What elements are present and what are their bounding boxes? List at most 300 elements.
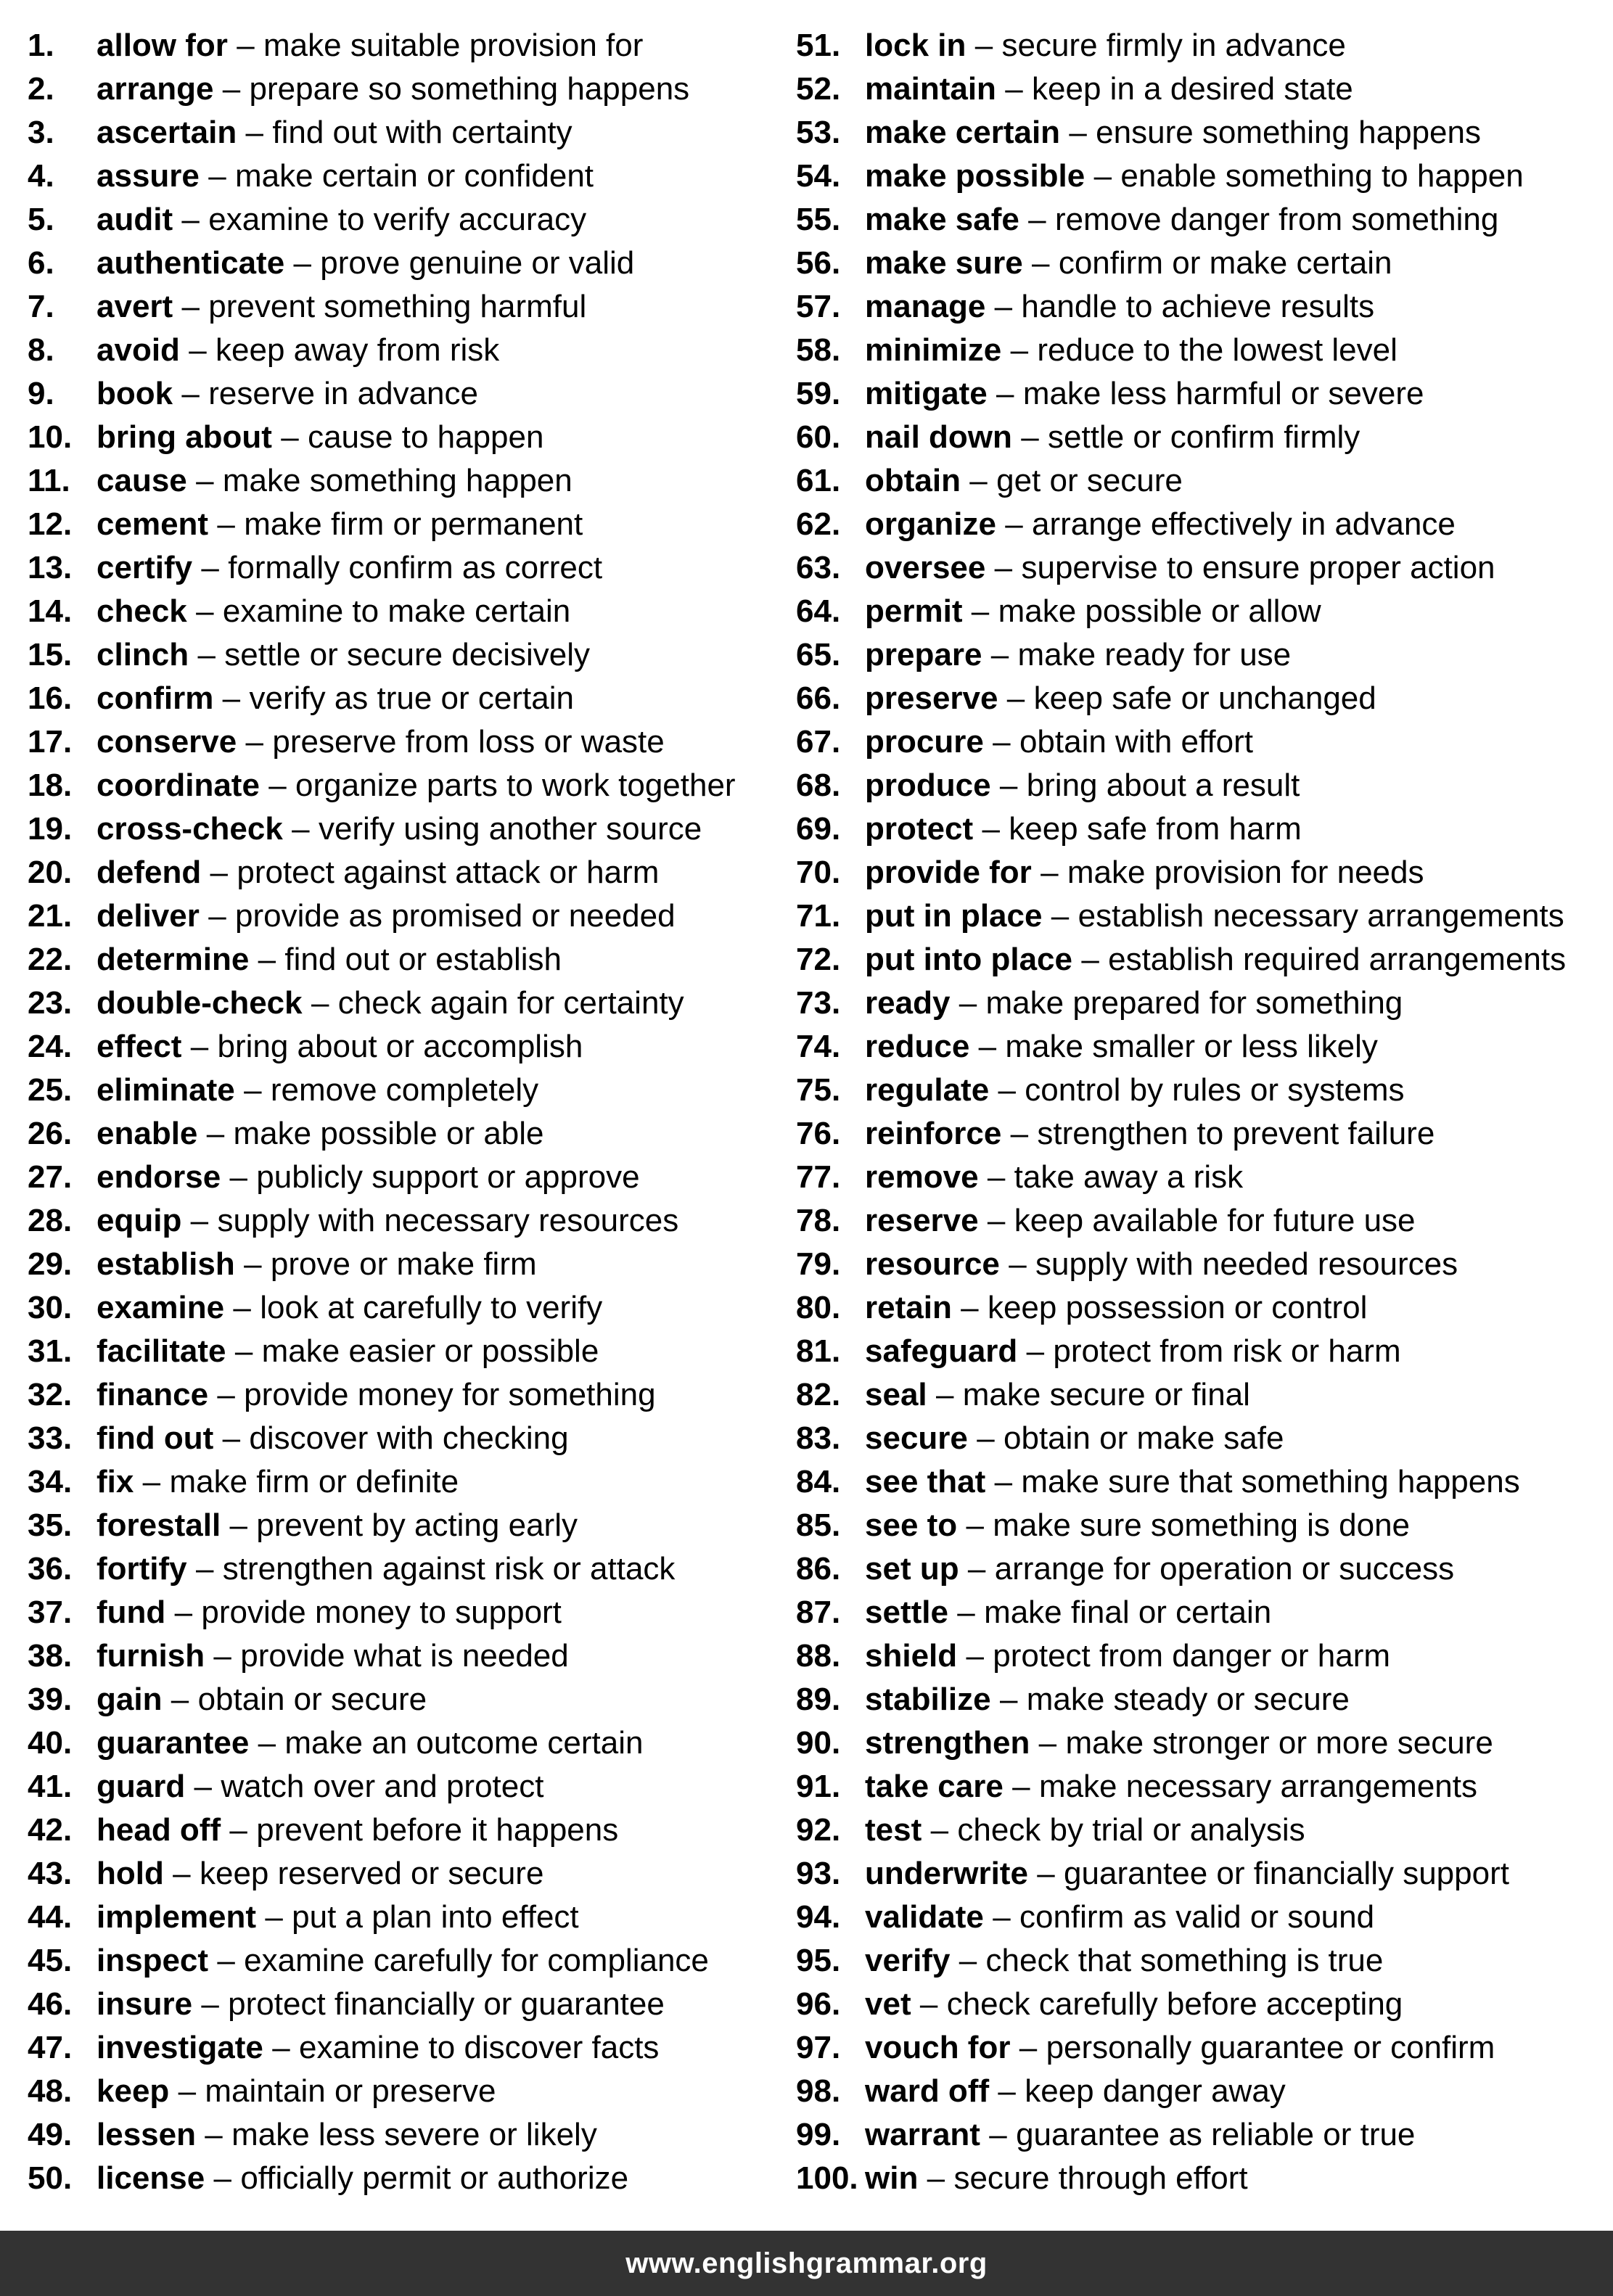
item-definition: protect financially or guarantee <box>228 1986 665 2022</box>
item-separator: – <box>1010 332 1029 368</box>
item-separator: – <box>966 1638 984 1674</box>
list-item <box>796 764 1566 807</box>
item-separator: – <box>994 1464 1013 1499</box>
item-definition: make firm or definite <box>169 1464 459 1499</box>
item-term: see that <box>865 1464 986 1499</box>
item-number: 100. <box>796 2160 858 2196</box>
item-term: hold <box>97 1856 164 1891</box>
item-definition: personally guarantee or confirm <box>1046 2030 1495 2065</box>
item-number: 21. <box>28 898 73 934</box>
list-item <box>28 24 736 67</box>
list-item <box>28 1634 736 1678</box>
item-definition: provide money to support <box>201 1595 562 1630</box>
item-separator: – <box>190 1203 209 1238</box>
list-item <box>28 111 736 155</box>
item-definition: prevent by acting early <box>256 1507 578 1543</box>
list-item <box>28 372 736 416</box>
item-term: eliminate <box>97 1072 235 1108</box>
item-definition: protect from danger or harm <box>993 1638 1391 1674</box>
item-separator: – <box>1093 158 1112 194</box>
item-definition: control by rules or systems <box>1025 1072 1405 1108</box>
item-definition: make possible or able <box>233 1116 544 1151</box>
item-separator: – <box>194 1769 213 1804</box>
item-number: 67. <box>796 724 841 760</box>
item-definition: bring about or accomplish <box>217 1029 583 1064</box>
item-separator: – <box>1041 855 1059 890</box>
item-term: seal <box>865 1377 927 1412</box>
item-separator: – <box>258 1725 276 1761</box>
footer-bar <box>0 2231 1613 2296</box>
list-item <box>28 1852 736 1896</box>
item-number: 76. <box>796 1116 841 1151</box>
list-item <box>796 242 1566 285</box>
item-term: ward off <box>865 2073 990 2109</box>
item-number: 11. <box>28 463 70 498</box>
item-separator: – <box>978 1029 997 1064</box>
list-item <box>796 2113 1566 2157</box>
item-number: 1. <box>28 28 54 63</box>
item-definition: make stronger or more secure <box>1065 1725 1493 1761</box>
item-separator: – <box>213 1638 231 1674</box>
item-number: 36. <box>28 1551 73 1587</box>
item-separator: – <box>1081 942 1099 977</box>
item-separator: – <box>1032 245 1050 281</box>
item-term: vouch for <box>865 2030 1011 2065</box>
item-number: 18. <box>28 768 73 803</box>
item-separator: – <box>272 2030 290 2065</box>
item-definition: strengthen against risk or attack <box>222 1551 676 1587</box>
item-number: 41. <box>28 1769 73 1804</box>
item-term: strengthen <box>865 1725 1030 1761</box>
item-definition: obtain with effort <box>1019 724 1253 760</box>
item-number: 30. <box>28 1290 73 1325</box>
item-separator: – <box>171 1682 189 1717</box>
item-number: 54. <box>796 158 841 194</box>
list-item <box>28 1504 736 1547</box>
item-definition: put a plan into effect <box>292 1899 579 1935</box>
item-number: 25. <box>28 1072 73 1108</box>
item-separator: – <box>987 1159 1006 1195</box>
item-definition: make necessary arrangements <box>1038 1769 1477 1804</box>
list-item <box>28 764 736 807</box>
item-separator: – <box>197 637 216 672</box>
list-item <box>28 1025 736 1069</box>
item-number: 44. <box>28 1899 73 1935</box>
item-number: 72. <box>796 942 841 977</box>
item-definition: keep away from risk <box>216 332 500 368</box>
item-term: safeguard <box>865 1333 1018 1369</box>
item-number: 69. <box>796 811 841 847</box>
item-term: oversee <box>865 550 986 585</box>
item-separator: – <box>977 1420 995 1456</box>
item-term: minimize <box>865 332 1002 368</box>
item-number: 55. <box>796 202 841 237</box>
item-number: 4. <box>28 158 54 194</box>
item-number: 52. <box>796 71 841 107</box>
item-number: 58. <box>796 332 841 368</box>
list-item <box>28 633 736 677</box>
list-item <box>796 1504 1566 1547</box>
item-separator: – <box>919 1986 938 2022</box>
list-item <box>796 155 1566 198</box>
item-number: 45. <box>28 1943 73 1978</box>
item-definition: prevent something harmful <box>208 289 587 324</box>
item-number: 90. <box>796 1725 841 1761</box>
item-definition: make certain or confident <box>235 158 594 194</box>
item-definition: enable something to happen <box>1120 158 1524 194</box>
item-definition: discover with checking <box>249 1420 569 1456</box>
list-item <box>796 851 1566 894</box>
item-number: 87. <box>796 1595 841 1630</box>
list-item <box>796 1112 1566 1156</box>
item-term: conserve <box>97 724 237 760</box>
item-number: 64. <box>796 593 841 629</box>
list-item <box>796 1591 1566 1634</box>
item-term: lessen <box>97 2117 196 2152</box>
list-item <box>28 1591 736 1634</box>
list-item <box>796 1809 1566 1852</box>
item-number: 17. <box>28 724 73 760</box>
list-item <box>28 67 736 111</box>
item-definition: publicly support or approve <box>256 1159 640 1195</box>
item-term: obtain <box>865 463 961 498</box>
item-term: avert <box>97 289 173 324</box>
item-separator: – <box>217 1943 235 1978</box>
item-separator: – <box>1019 2030 1038 2065</box>
item-term: effect <box>97 1029 182 1064</box>
item-separator: – <box>999 1682 1018 1717</box>
item-number: 27. <box>28 1159 73 1195</box>
item-definition: protect against attack or harm <box>237 855 660 890</box>
list-item <box>28 1809 736 1852</box>
item-number: 35. <box>28 1507 73 1543</box>
item-separator: – <box>1006 680 1025 716</box>
item-number: 42. <box>28 1812 73 1848</box>
item-term: put in place <box>865 898 1043 934</box>
item-definition: handle to achieve results <box>1021 289 1375 324</box>
item-number: 8. <box>28 332 54 368</box>
item-term: warrant <box>865 2117 980 2152</box>
item-separator: – <box>229 1159 247 1195</box>
list-item <box>796 1069 1566 1112</box>
item-separator: – <box>1009 1246 1027 1282</box>
item-number: 95. <box>796 1943 841 1978</box>
item-number: 32. <box>28 1377 73 1412</box>
item-term: deliver <box>97 898 200 934</box>
item-term: forestall <box>97 1507 221 1543</box>
item-separator: – <box>930 1812 949 1848</box>
item-definition: provide as promised or needed <box>234 898 676 934</box>
list-item <box>796 1547 1566 1591</box>
list-item <box>796 1025 1566 1069</box>
item-definition: supply with needed resources <box>1035 1246 1458 1282</box>
item-term: secure <box>865 1420 968 1456</box>
list-item <box>28 590 736 633</box>
item-definition: make smaller or less likely <box>1005 1029 1378 1064</box>
item-number: 19. <box>28 811 73 847</box>
item-definition: reserve in advance <box>208 376 478 411</box>
item-separator: – <box>233 1290 251 1325</box>
item-separator: – <box>208 158 226 194</box>
item-separator: – <box>1038 1725 1057 1761</box>
item-separator: – <box>1021 419 1039 455</box>
item-separator: – <box>969 463 988 498</box>
item-definition: establish necessary arrangements <box>1078 898 1564 934</box>
item-number: 33. <box>28 1420 73 1456</box>
item-separator: – <box>206 1116 225 1151</box>
item-number: 88. <box>796 1638 841 1674</box>
item-definition: cause to happen <box>308 419 544 455</box>
item-definition: strengthen to prevent failure <box>1037 1116 1435 1151</box>
item-term: clinch <box>97 637 189 672</box>
item-separator: – <box>993 1899 1011 1935</box>
item-separator: – <box>998 2073 1016 2109</box>
list-item <box>28 2157 736 2200</box>
item-term: provide for <box>865 855 1032 890</box>
item-number: 59. <box>796 376 841 411</box>
item-term: validate <box>865 1899 984 1935</box>
item-definition: formally confirm as correct <box>228 550 603 585</box>
item-term: keep <box>97 2073 170 2109</box>
list-item <box>28 2026 736 2070</box>
list-item <box>28 1460 736 1504</box>
item-definition: make steady or secure <box>1026 1682 1350 1717</box>
item-definition: check again for certainty <box>337 985 684 1021</box>
item-number: 23. <box>28 985 73 1021</box>
item-number: 20. <box>28 855 73 890</box>
item-number: 60. <box>796 419 841 455</box>
list-item <box>28 155 736 198</box>
item-term: manage <box>865 289 986 324</box>
item-definition: make sure something is done <box>993 1507 1411 1543</box>
item-term: take care <box>865 1769 1003 1804</box>
item-term: remove <box>865 1159 979 1195</box>
item-number: 53. <box>796 115 841 150</box>
item-definition: make secure or final <box>962 1377 1250 1412</box>
item-number: 38. <box>28 1638 73 1674</box>
item-definition: obtain or make safe <box>1003 1420 1284 1456</box>
item-term: regulate <box>865 1072 990 1108</box>
item-definition: take away a risk <box>1014 1159 1244 1195</box>
list-item <box>796 1417 1566 1460</box>
item-term: bring about <box>97 419 272 455</box>
item-separator: – <box>229 1507 247 1543</box>
footer-website: www.englishgrammar.org <box>625 2247 988 2279</box>
item-separator: – <box>1037 1856 1055 1891</box>
list-item <box>796 24 1566 67</box>
item-number: 80. <box>796 1290 841 1325</box>
list-item <box>796 1460 1566 1504</box>
list-item <box>796 198 1566 242</box>
item-separator: – <box>174 1595 193 1630</box>
item-separator: – <box>987 1203 1006 1238</box>
item-term: vet <box>865 1986 911 2022</box>
item-number: 75. <box>796 1072 841 1108</box>
item-definition: make something happen <box>222 463 572 498</box>
item-term: examine <box>97 1290 225 1325</box>
item-separator: – <box>244 1072 262 1108</box>
list-item <box>796 372 1566 416</box>
list-item <box>28 938 736 982</box>
list-item <box>796 1330 1566 1373</box>
item-definition: arrange effectively in advance <box>1032 506 1456 542</box>
item-number: 16. <box>28 680 73 716</box>
item-term: preserve <box>865 680 998 716</box>
list-item <box>796 1983 1566 2026</box>
item-separator: – <box>222 71 241 107</box>
item-number: 40. <box>28 1725 73 1761</box>
list-item <box>796 67 1566 111</box>
item-number: 10. <box>28 419 73 455</box>
item-separator: – <box>244 1246 262 1282</box>
item-number: 66. <box>796 680 841 716</box>
list-item <box>28 1199 736 1243</box>
item-number: 13. <box>28 550 73 585</box>
item-term: check <box>97 593 187 629</box>
item-definition: find out or establish <box>284 942 562 977</box>
list-item <box>28 1417 736 1460</box>
item-number: 5. <box>28 202 54 237</box>
list-item <box>28 807 736 851</box>
item-number: 74. <box>796 1029 841 1064</box>
item-definition: obtain or secure <box>197 1682 427 1717</box>
item-separator: – <box>1069 115 1087 150</box>
item-number: 63. <box>796 550 841 585</box>
item-definition: get or secure <box>996 463 1183 498</box>
item-term: investigate <box>97 2030 263 2065</box>
item-separator: – <box>181 289 200 324</box>
list-item <box>796 1721 1566 1765</box>
list-item <box>28 1721 736 1765</box>
item-term: underwrite <box>865 1856 1028 1891</box>
item-term: test <box>865 1812 922 1848</box>
item-separator: – <box>222 680 241 716</box>
item-separator: – <box>993 724 1011 760</box>
item-definition: look at carefully to verify <box>260 1290 603 1325</box>
item-definition: examine to make certain <box>222 593 571 629</box>
item-definition: keep possession or control <box>987 1290 1368 1325</box>
item-term: insure <box>97 1986 193 2022</box>
item-term: produce <box>865 768 991 803</box>
item-definition: make suitable provision for <box>263 28 644 63</box>
item-number: 47. <box>28 2030 73 2065</box>
item-definition: check by trial or analysis <box>957 1812 1305 1848</box>
item-number: 43. <box>28 1856 73 1891</box>
item-number: 89. <box>796 1682 841 1717</box>
list-item <box>796 1896 1566 1939</box>
item-number: 46. <box>28 1986 73 2022</box>
list-item <box>796 1634 1566 1678</box>
item-definition: preserve from loss or waste <box>272 724 665 760</box>
list-item <box>28 1678 736 1721</box>
item-separator: – <box>265 1899 283 1935</box>
item-number: 82. <box>796 1377 841 1412</box>
item-number: 97. <box>796 2030 841 2065</box>
list-item <box>28 329 736 372</box>
item-definition: keep reserved or secure <box>199 1856 544 1891</box>
item-term: fund <box>97 1595 166 1630</box>
item-term: guarantee <box>97 1725 250 1761</box>
list-item <box>28 546 736 590</box>
item-separator: – <box>201 1986 219 2022</box>
item-number: 86. <box>796 1551 841 1587</box>
item-definition: examine carefully for compliance <box>244 1943 709 1978</box>
item-term: settle <box>865 1595 948 1630</box>
item-separator: – <box>201 550 219 585</box>
list-item <box>796 1286 1566 1330</box>
item-separator: – <box>1028 202 1046 237</box>
item-term: shield <box>865 1638 958 1674</box>
list-item <box>796 459 1566 503</box>
item-separator: – <box>217 1377 235 1412</box>
item-term: assure <box>97 158 200 194</box>
item-term: furnish <box>97 1638 205 1674</box>
list-item <box>28 1330 736 1373</box>
word-list-left-column <box>28 24 736 2200</box>
item-separator: – <box>245 115 264 150</box>
item-definition: confirm as valid or sound <box>1019 1899 1375 1935</box>
list-item <box>28 285 736 329</box>
item-number: 85. <box>796 1507 841 1543</box>
item-separator: – <box>173 1856 191 1891</box>
list-item <box>28 1156 736 1199</box>
item-separator: – <box>178 2073 197 2109</box>
item-term: nail down <box>865 419 1012 455</box>
item-definition: examine to verify accuracy <box>208 202 587 237</box>
item-number: 7. <box>28 289 54 324</box>
item-separator: – <box>927 2160 945 2196</box>
item-term: make possible <box>865 158 1085 194</box>
item-definition: maintain or preserve <box>205 2073 496 2109</box>
item-separator: – <box>268 768 287 803</box>
item-term: win <box>865 2160 919 2196</box>
list-item <box>796 546 1566 590</box>
item-number: 78. <box>796 1203 841 1238</box>
item-definition: settle or confirm firmly <box>1048 419 1360 455</box>
list-item <box>796 590 1566 633</box>
item-definition: make ready for use <box>1017 637 1292 672</box>
item-number: 34. <box>28 1464 73 1499</box>
item-number: 29. <box>28 1246 73 1282</box>
list-item <box>28 1765 736 1809</box>
list-item <box>28 677 736 720</box>
item-term: find out <box>97 1420 214 1456</box>
item-number: 62. <box>796 506 841 542</box>
item-definition: examine to discover facts <box>298 2030 660 2065</box>
item-number: 99. <box>796 2117 841 2152</box>
item-number: 26. <box>28 1116 73 1151</box>
item-separator: – <box>959 985 977 1021</box>
item-term: endorse <box>97 1159 221 1195</box>
item-number: 24. <box>28 1029 73 1064</box>
list-item <box>796 894 1566 938</box>
item-term: confirm <box>97 680 214 716</box>
list-item <box>28 198 736 242</box>
list-item <box>28 1983 736 2026</box>
item-number: 83. <box>796 1420 841 1456</box>
item-separator: – <box>196 593 214 629</box>
item-term: reinforce <box>865 1116 1002 1151</box>
list-item <box>796 938 1566 982</box>
item-term: coordinate <box>97 768 260 803</box>
item-separator: – <box>222 1420 241 1456</box>
item-separator: – <box>181 202 200 237</box>
list-item <box>796 1373 1566 1417</box>
item-separator: – <box>971 593 990 629</box>
item-number: 65. <box>796 637 841 672</box>
item-term: put into place <box>865 942 1072 977</box>
item-separator: – <box>189 332 207 368</box>
